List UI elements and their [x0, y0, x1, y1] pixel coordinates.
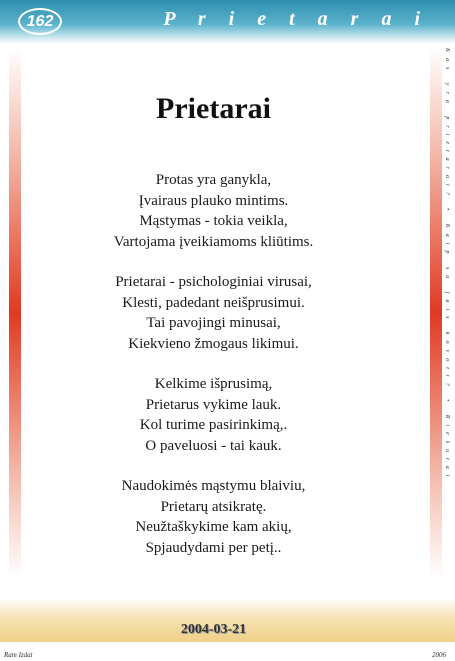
- poem-line: Tai pavojingi minusai,: [146, 315, 281, 331]
- year-label: 2006: [432, 651, 446, 659]
- poem-line: Mąstymas - tokia veikla,: [139, 213, 288, 229]
- poem-line: Vartojama įveikiamoms kliūtims.: [113, 233, 314, 250]
- stanza-3: [0, 374, 427, 456]
- poem-line: Prietarus vykime lauk.: [145, 396, 282, 413]
- poem-line: Prietarai - psichologiniai virusai,: [115, 274, 312, 290]
- right-decorative-stripe: [430, 48, 442, 578]
- stanza-4: [0, 476, 427, 558]
- poem-line: O paveluosi - tai kauk.: [145, 437, 282, 454]
- logo: 162: [18, 8, 62, 35]
- poem-body: [0, 170, 427, 578]
- side-vertical-text: Kas yra prietarai? • Kaip su jais kovoti? • Riešutai: [444, 48, 450, 483]
- publisher-label: Ram Izdat: [4, 651, 33, 659]
- header-band: [0, 0, 455, 44]
- poem-line: Naudokimės mąstymu blaiviu,: [121, 478, 306, 494]
- poem-date: 2004-03-21: [180, 622, 247, 637]
- poem-line: Kol turime pasirinkimą,.: [139, 417, 288, 433]
- poem-line: Kiekvieno žmogaus likimui.: [128, 335, 299, 352]
- stanza-2: [0, 272, 427, 354]
- poem-line: Klesti, padedant neišprusimui.: [122, 294, 305, 311]
- poem-title: Prietarai: [156, 92, 271, 125]
- poem-line: Prietarų atsikratę.: [160, 498, 267, 515]
- poem-line: Protas yra ganykla,: [155, 172, 272, 188]
- poem-line: Spjaudydami per petį..: [145, 539, 282, 556]
- header-title: P r i e t a r a i: [163, 8, 429, 30]
- stanza-1: [0, 170, 427, 252]
- poem-line: Kelkime išprusimą,: [154, 376, 273, 392]
- poem-line: Neužtaškykime kam akių,: [135, 519, 292, 535]
- poem-line: Įvairaus plauko mintims.: [138, 192, 289, 209]
